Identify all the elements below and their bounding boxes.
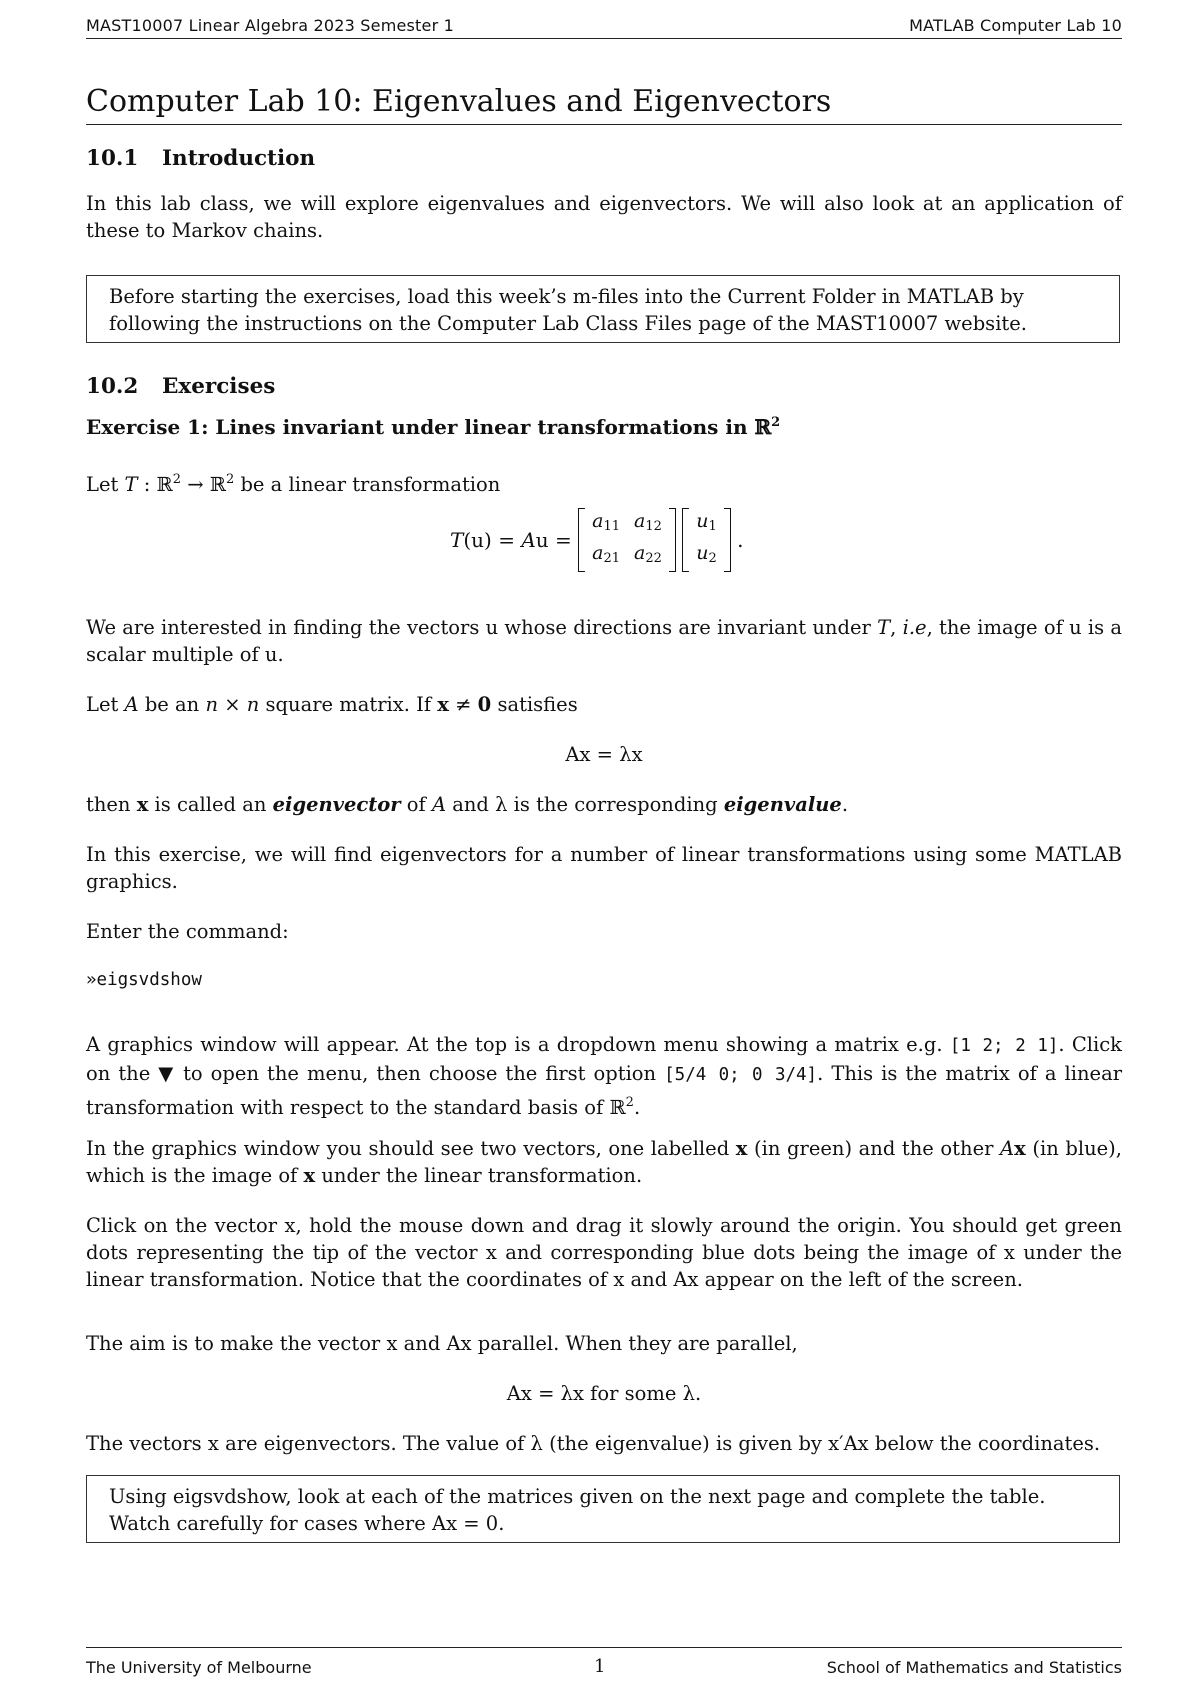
page-number: 1 [594,1656,606,1677]
section-title: Exercises [162,374,276,399]
vectors-text-2: (in green) and the other [754,1137,994,1160]
exercise-1-title [86,415,780,439]
equation-lhs: T(u) = Au = [450,528,572,552]
graphics-window-paragraph: A graphics window will appear. At the top is a dropdown menu showing a matrix e.g. [1 2; 2 1]. Click on the ▼ to open the menu, then choose the first option [5/4 0; 0 3/4]. This is the matrix of a linear transformation with respect to the standard basis of ℝ$^2$. [86,1033,1123,1119]
section-title: Introduction [162,146,316,171]
let-t-paragraph: Let T : ℝ$^2$ → ℝ$^2$ be a linear transformation [86,472,501,496]
intro-paragraph: In this lab class, we will explore eigenvalues and eigenvectors. We will also look at an application of these to Markov chains. [86,192,1122,242]
page-title: Computer Lab 10: Eigenvalues and Eigenvectors [86,84,832,119]
window-text-2: . Click on the ▼ to open the menu, then choose the first option [86,1033,1123,1085]
vectors-paragraph: In the graphics window you should see two vectors, one labelled x (in green) and the other Ax (in blue), which is the image of x under the linear transformation. [86,1137,1122,1187]
task-box: Using eigsvdshow, look at each of the matrices given on the next page and complete the table. Watch carefully for cases where Ax = 0. [86,1475,1120,1543]
title-rule [86,124,1122,125]
definition-paragraph: Let A be an n × n square matrix. If x ≠ 0 satisfies [86,693,578,716]
find-paragraph: In this exercise, we will find eigenvectors for a number of linear transformations using some MATLAB graphics. [86,843,1122,893]
command-line: »eigsvdshow [86,970,202,990]
interest-text-b: the image of u is a scalar multiple of u. [86,616,1123,666]
footer-rule [86,1647,1122,1648]
then-text-2: is called an [154,793,267,816]
code-matrix-example: [1 2; 2 1] [949,1036,1059,1056]
footer-university: The University of Melbourne [86,1658,312,1677]
parallel-equation: Ax = λx for some λ. [506,1382,702,1405]
aim-paragraph: The aim is to make the vector x and Ax parallel. When they are parallel, [86,1332,798,1355]
eigen-equation: Ax = λx [565,743,643,766]
header-course: MAST10007 Linear Algebra 2023 Semester 1 [86,16,455,35]
section-number: 10.2 [86,374,139,399]
click-paragraph: Click on the vector x, hold the mouse down and drag it slowly around the origin. You should get green dots representing the tip of the vector x and corresponding blue dots being the image of x under the linear transformation. Notice that the coordinates of x and Ax appear on the left of the screen. [86,1214,1122,1291]
then-text-3: of [406,793,426,816]
then-text-4: and λ is the corresponding [452,793,718,816]
section-number: 10.1 [86,146,139,171]
window-text-1: A graphics window will appear. At the top is a dropdown menu showing a matrix e.g. [86,1033,943,1056]
definition-text-4: satisfies [497,693,578,716]
then-text-1: then [86,793,131,816]
section-heading-exercises [86,374,275,399]
exercise-1-title-sup: 2 [771,415,781,430]
exercise-1-title-text: Exercise 1: Lines invariant under linear transformations in ℝ [86,415,772,439]
vectors-text-1: In the graphics window you should see two vectors, one labelled [86,1137,730,1160]
interest-paragraph: We are interested in finding the vectors u whose directions are invariant under T, i.e, the image of u is a scalar multiple of u. [86,616,1123,666]
header-rule [86,38,1122,39]
definition-text-2: be an [144,693,200,716]
definition-text-1: Let [86,693,119,716]
header-lab: MATLAB Computer Lab 10 [909,16,1122,35]
footer-school: School of Mathematics and Statistics [826,1658,1122,1677]
eigenvector-definition: then x is called an eigenvector of A and λ is the corresponding eigenvalue. [86,793,849,816]
enter-command-paragraph: Enter the command: [86,920,289,943]
interest-text-a: We are interested in finding the vectors u whose directions are invariant under [86,616,871,639]
window-text-3: . This is the matrix of a linear transformation with respect to the standard basis of ℝ [86,1062,1123,1119]
instructions-box: Before starting the exercises, load this week’s m-files into the Current Folder in MATLAB by following the instructions on the Computer Lab Class Files page of the MAST10007 website. [86,275,1120,343]
definition-text-3: square matrix. If [265,693,432,716]
vectors-text-4: under the linear transformation. [321,1164,643,1187]
matrix-a: $a_{11}$ $a_{12}$ $a_{21}$ $a_{22}$ [578,508,676,572]
term-eigenvector: eigenvector [272,793,401,816]
code-matrix-option: [5/4 0; 0 3/4] [664,1065,818,1085]
vectors-text-3: (in blue), which is the image of [86,1137,1122,1187]
eigenvalue-paragraph: The vectors x are eigenvectors. The value of λ (the eigenvalue) is given by x′Ax below the coordinates. [86,1432,1101,1455]
let-t-text: be a linear transformation [240,473,501,496]
vector-u: $u_1$ $u_2$ [682,508,731,572]
transformation-equation: T(u) = Au = $a_{11}$ $a_{12}$ $a_{21}$ $a_{22}$ $u_1$ $u_2$ . [450,508,743,572]
term-eigenvalue: eigenvalue [723,793,842,816]
section-heading-introduction [86,146,315,171]
